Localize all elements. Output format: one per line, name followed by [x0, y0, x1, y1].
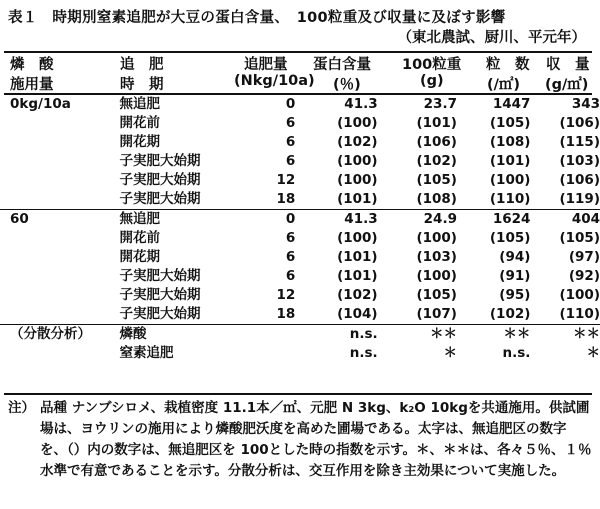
cell-protein: (101) — [337, 268, 378, 284]
cell-protein: (100) — [337, 115, 378, 131]
cell-grain-weight: (105) — [416, 172, 457, 188]
cell-amount: 6 — [285, 249, 296, 265]
header-yield-unit: (g/㎡) — [545, 77, 589, 93]
table-row — [0, 171, 600, 190]
cell-yield: ＊＊ — [530, 325, 600, 345]
header-phosphate-sub: 施用量 — [10, 77, 54, 93]
cell-timing: 窒素追肥 — [119, 345, 174, 361]
cell-amount: 6 — [285, 115, 296, 131]
cell-timing: 無追肥 — [119, 96, 161, 112]
cell-protein: (104) — [337, 306, 378, 322]
cell-grain-weight: ＊＊ — [378, 325, 457, 345]
cell-timing: 子実肥大始期 — [119, 287, 201, 303]
cell-amount: 12 — [276, 287, 296, 303]
cell-amount: 6 — [285, 230, 296, 246]
cell-grain-count: (105) — [489, 115, 531, 131]
cell-protein: n.s. — [349, 345, 378, 361]
header-grain-weight: 100粒重 — [402, 57, 462, 73]
cell-grain-weight: (108) — [416, 191, 457, 207]
cell-yield: ＊ — [586, 345, 600, 361]
cell-grain-count: 1624 — [457, 210, 530, 230]
table-row — [0, 325, 600, 345]
cell-phosphate — [0, 114, 120, 133]
table-row — [0, 133, 600, 152]
table-row — [0, 286, 600, 305]
cell-grain-weight: (102) — [416, 153, 457, 169]
cell-phosphate — [0, 248, 120, 267]
cell-timing: 子実肥大始期 — [119, 191, 201, 207]
cell-yield: (92) — [568, 268, 600, 284]
cell-grain-count: (105) — [489, 230, 531, 246]
cell-yield: (106) — [559, 115, 600, 131]
cell-phosphate — [0, 229, 120, 248]
cell-protein: (102) — [337, 287, 378, 303]
cell-amount: 18 — [276, 306, 296, 322]
data-table — [0, 95, 600, 363]
header-grain-count-unit: (/㎡) — [487, 77, 521, 93]
header-grain-count: 粒 数 — [486, 57, 530, 73]
table-row — [0, 95, 600, 114]
table-row — [0, 344, 600, 363]
cell-timing: 子実肥大始期 — [119, 306, 201, 322]
cell-timing: 開花前 — [119, 230, 161, 246]
header-phosphate: 燐 酸 — [10, 57, 54, 73]
cell-amount: 6 — [285, 268, 296, 284]
header-timing: 時 期 — [120, 77, 164, 93]
cell-protein: (102) — [337, 134, 378, 150]
cell-yield: 404 — [530, 210, 600, 230]
cell-grain-count: (100) — [489, 172, 531, 188]
cell-amount: 6 — [285, 134, 296, 150]
cell-grain-weight: (105) — [416, 287, 457, 303]
cell-yield: 343 — [571, 96, 600, 112]
cell-phosphate: 0kg/10a — [10, 96, 71, 112]
cell-protein: (100) — [337, 172, 378, 188]
cell-amount: 6 — [285, 153, 296, 169]
table-row — [0, 248, 600, 267]
cell-yield: (97) — [568, 249, 600, 265]
cell-timing: 子実肥大始期 — [119, 268, 201, 284]
cell-timing: 開花期 — [119, 134, 161, 150]
header-amount-unit: (Nkg/10a) — [234, 73, 315, 89]
cell-protein: 41.3 — [344, 96, 378, 112]
cell-timing: 開花前 — [119, 115, 161, 131]
cell-grain-weight: (100) — [416, 230, 457, 246]
cell-yield: (106) — [559, 172, 600, 188]
cell-grain-count: (101) — [489, 153, 531, 169]
header-amount: 追肥量 — [244, 57, 288, 73]
cell-yield: (103) — [559, 153, 600, 169]
cell-grain-count: (94) — [499, 249, 531, 265]
cell-amount: 0 — [285, 96, 296, 112]
cell-grain-count: (91) — [499, 268, 531, 284]
cell-phosphate — [0, 267, 120, 286]
cell-protein: n.s. — [295, 325, 377, 345]
cell-yield: (100) — [559, 287, 600, 303]
cell-protein: (101) — [337, 249, 378, 265]
header-protein-unit: (％) — [333, 77, 361, 93]
cell-phosphate — [0, 286, 120, 305]
cell-amount: 0 — [244, 210, 295, 230]
cell-timing: 燐酸 — [120, 325, 244, 345]
cell-timing: 無追肥 — [120, 210, 244, 230]
cell-phosphate — [0, 305, 120, 325]
cell-grain-weight: (103) — [416, 249, 457, 265]
table-row — [0, 190, 600, 210]
cell-grain-count: (110) — [489, 191, 531, 207]
table-source: （東北農試、厨川、平元年） — [397, 30, 586, 46]
cell-phosphate — [0, 190, 120, 210]
cell-phosphate — [0, 344, 120, 363]
cell-grain-weight: (106) — [416, 134, 457, 150]
table-row — [0, 210, 600, 230]
cell-yield: (110) — [559, 306, 600, 322]
cell-grain-count: (108) — [489, 134, 531, 150]
cell-grain-weight: (101) — [416, 115, 457, 131]
cell-timing: 開花期 — [119, 249, 161, 265]
cell-grain-count: (102) — [489, 306, 531, 322]
cell-grain-weight: ＊ — [443, 345, 457, 361]
cell-yield: (119) — [559, 191, 600, 207]
cell-grain-weight: 23.7 — [423, 96, 457, 112]
header-protein: 蛋白含量 — [313, 57, 371, 73]
cell-yield: (105) — [559, 230, 600, 246]
cell-timing: 子実肥大始期 — [119, 153, 201, 169]
cell-protein: (100) — [337, 230, 378, 246]
table-row — [0, 267, 600, 286]
cell-amount: 12 — [276, 172, 296, 188]
cell-amount: 18 — [276, 191, 296, 207]
cell-phosphate — [0, 133, 120, 152]
cell-yield: (115) — [559, 134, 600, 150]
cell-protein: 41.3 — [295, 210, 377, 230]
cell-phosphate: （分散分析） — [0, 325, 120, 345]
cell-phosphate — [0, 152, 120, 171]
cell-grain-count: (95) — [499, 287, 531, 303]
header-topdress: 追 肥 — [120, 57, 164, 73]
cell-grain-weight: 24.9 — [378, 210, 457, 230]
footnote-label: 注） — [8, 400, 35, 416]
cell-grain-count: 1447 — [492, 96, 531, 112]
footnote-text: 品種 ナンブシロメ、栽植密度 11.1本／㎡、元肥 N 3kg、k₂O 10kgを共通施用。供試圃場は、ヨウリンの施用により燐酸肥沃度を高めた圃場である。太字は、無追肥区の数字を、（）内の数字は、無追肥区を 100とした時の指数を示す。＊、＊＊は、各々５％、１％水準で有意であることを示す。分散分析は、交互作用を除き主効果について実施した。 — [40, 400, 592, 479]
header-yield: 収 量 — [546, 57, 590, 73]
table-row — [0, 114, 600, 133]
header-grain-weight-unit: (g) — [420, 73, 444, 89]
cell-grain-count: n.s. — [502, 345, 531, 361]
cell-protein: (100) — [337, 153, 378, 169]
cell-phosphate: 60 — [0, 210, 120, 230]
cell-grain-count: ＊＊ — [457, 325, 530, 345]
cell-grain-weight: (107) — [416, 306, 457, 322]
cell-amount — [244, 325, 295, 345]
cell-timing: 子実肥大始期 — [119, 172, 201, 188]
cell-protein: (101) — [337, 191, 378, 207]
table-row — [0, 305, 600, 325]
table-title: 表１ 時期別窒素追肥が大豆の蛋白含量、 100粒重及び収量に及ぼす影響 — [8, 10, 506, 26]
table-row — [0, 152, 600, 171]
table-row — [0, 229, 600, 248]
cell-grain-weight: (100) — [416, 268, 457, 284]
cell-phosphate — [0, 171, 120, 190]
cell-amount — [244, 344, 295, 363]
table-bottom-rule — [4, 393, 592, 395]
